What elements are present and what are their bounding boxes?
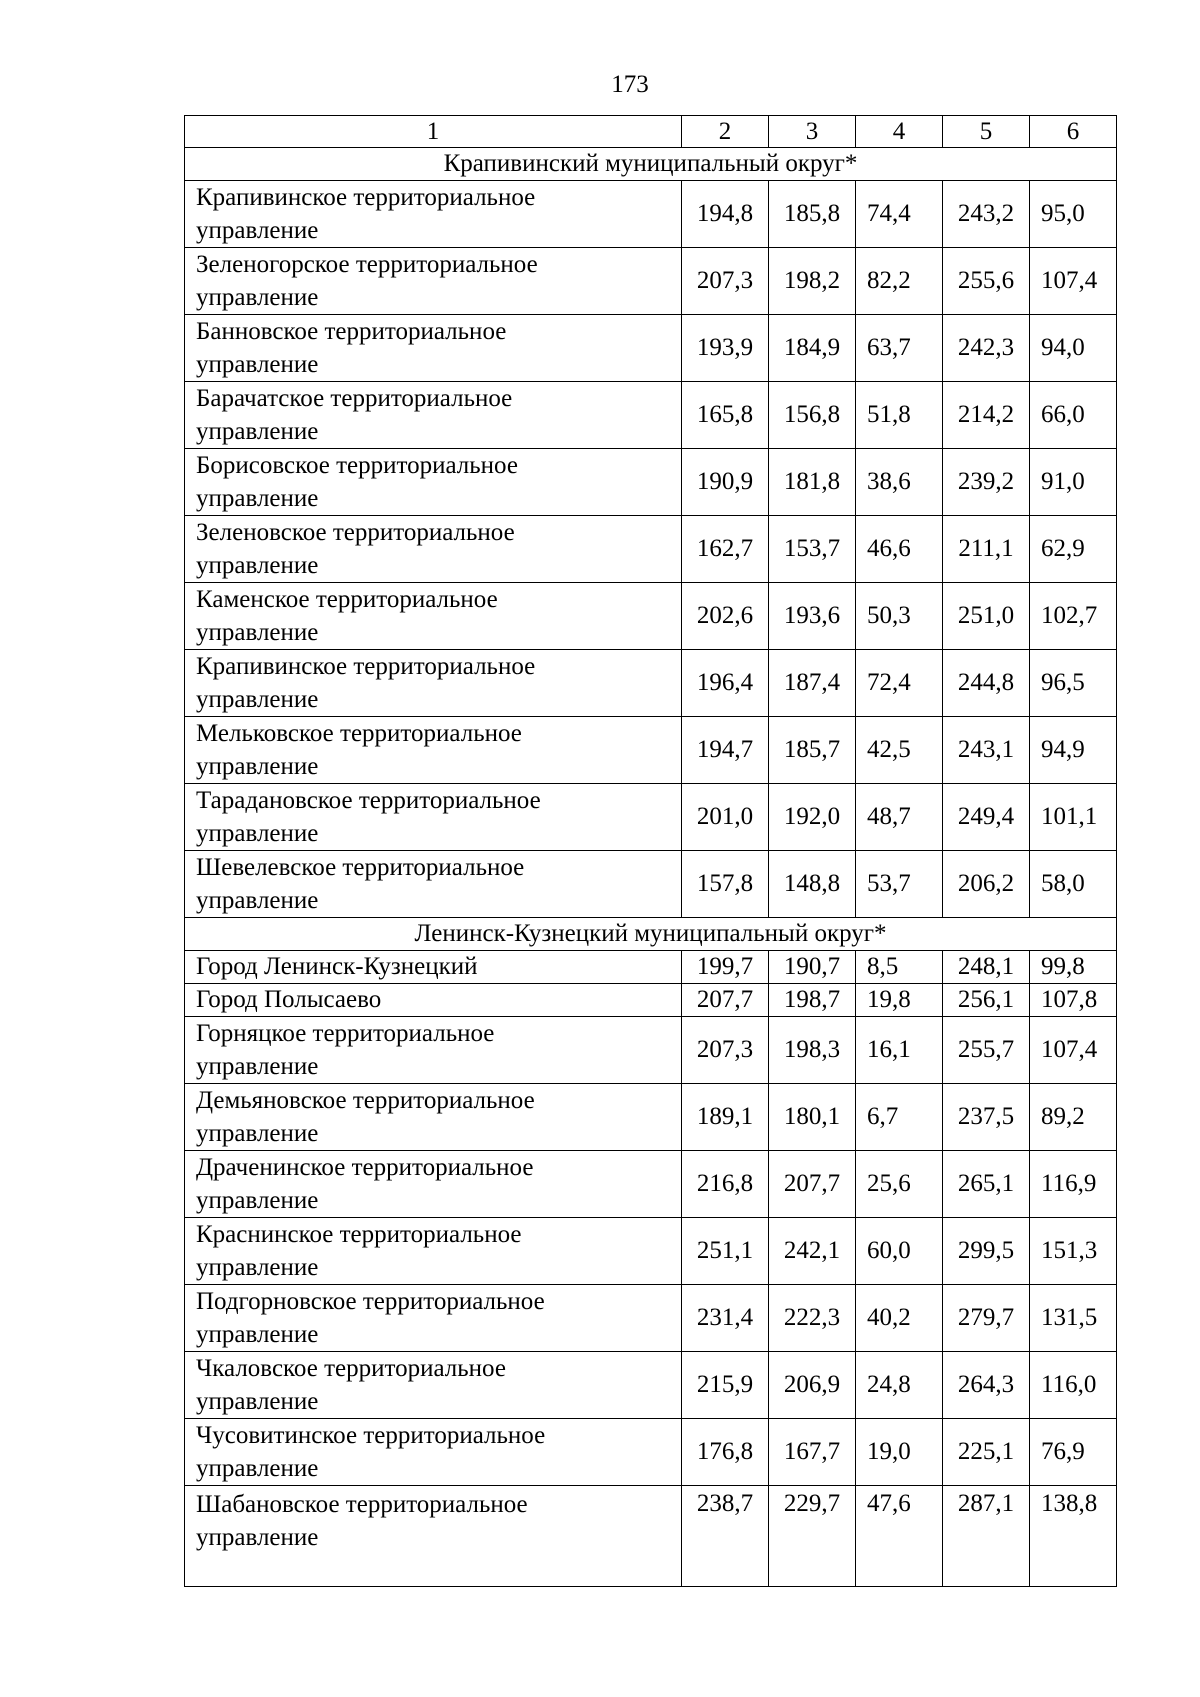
value-cell-col3: 193,6 [769, 583, 856, 650]
value-cell-col3: 167,7 [769, 1419, 856, 1486]
table-row [185, 717, 1117, 784]
value-cell-col6: 96,5 [1030, 650, 1117, 717]
territory-name-continuation: управление [196, 1053, 319, 1080]
value-cell-col2: 199,7 [682, 951, 769, 984]
territory-name-continuation: управление [196, 217, 319, 244]
value-cell-col5: 214,2 [943, 382, 1030, 449]
table-row [185, 181, 1117, 248]
table-row [185, 784, 1117, 851]
value-cell-col5: 225,1 [943, 1419, 1030, 1486]
value-cell-col2: 207,7 [682, 984, 769, 1017]
territory-name-cell [185, 449, 682, 516]
territory-name-continuation: управление [196, 1524, 319, 1551]
value-cell-col3: 156,8 [769, 382, 856, 449]
value-cell-col4: 42,5 [856, 717, 943, 784]
territory-name-continuation: управление [196, 1321, 319, 1348]
territory-name-cell [185, 1017, 682, 1084]
value-cell-col4: 40,2 [856, 1285, 943, 1352]
table-row [185, 1285, 1117, 1352]
value-cell-col4: 19,8 [856, 984, 943, 1017]
territory-name-cell [185, 984, 682, 1017]
value-cell-col4: 60,0 [856, 1218, 943, 1285]
territory-name-continuation: управление [196, 552, 319, 579]
value-cell-col2: 194,7 [682, 717, 769, 784]
column-header: 1 [185, 116, 682, 148]
value-cell-col4: 74,4 [856, 181, 943, 248]
territory-name-continuation: управление [196, 418, 319, 445]
table-row [185, 984, 1117, 1017]
territory-name: Тарадановское территориальное [196, 787, 541, 814]
territory-name: Крапивинское территориальное [196, 653, 536, 680]
column-header: 4 [856, 116, 943, 148]
value-cell-col4: 38,6 [856, 449, 943, 516]
value-cell-col2: 176,8 [682, 1419, 769, 1486]
table-row [185, 1486, 1117, 1587]
territory-name: Зеленовское территориальное [196, 519, 515, 546]
value-cell-col3: 229,7 [769, 1486, 856, 1587]
value-cell-col5: 249,4 [943, 784, 1030, 851]
value-cell-col5: 211,1 [943, 516, 1030, 583]
value-cell-col6: 76,9 [1030, 1419, 1117, 1486]
table-row [185, 951, 1117, 984]
value-cell-col6: 131,5 [1030, 1285, 1117, 1352]
value-cell-col5: 255,6 [943, 248, 1030, 315]
value-cell-col4: 51,8 [856, 382, 943, 449]
value-cell-col3: 185,7 [769, 717, 856, 784]
value-cell-col6: 91,0 [1030, 449, 1117, 516]
territory-name: Мельковское территориальное [196, 720, 522, 747]
value-cell-col6: 107,4 [1030, 1017, 1117, 1084]
territory-name: Шабановское территориальное [196, 1491, 528, 1518]
table-row [185, 1419, 1117, 1486]
territory-name: Чкаловское территориальное [196, 1355, 506, 1382]
value-cell-col4: 16,1 [856, 1017, 943, 1084]
territory-name-cell [185, 784, 682, 851]
territory-name-cell [185, 1151, 682, 1218]
value-cell-col6: 62,9 [1030, 516, 1117, 583]
section-title: Ленинск-Кузнецкий муниципальный округ* [185, 918, 1117, 951]
value-cell-col6: 151,3 [1030, 1218, 1117, 1285]
territory-name-cell [185, 382, 682, 449]
territory-name: Банновское территориальное [196, 318, 507, 345]
page-number: 173 [611, 71, 649, 98]
territory-name-cell [185, 951, 682, 984]
territory-name: Каменское территориальное [196, 586, 498, 613]
value-cell-col4: 50,3 [856, 583, 943, 650]
territory-name-continuation: управление [196, 1455, 319, 1482]
table-row [185, 1352, 1117, 1419]
value-cell-col6: 94,9 [1030, 717, 1117, 784]
table-row [185, 1151, 1117, 1218]
territory-name-continuation: управление [196, 686, 319, 713]
value-cell-col2: 215,9 [682, 1352, 769, 1419]
value-cell-col2: 162,7 [682, 516, 769, 583]
territory-name-continuation: управление [196, 820, 319, 847]
territory-name-cell [185, 1419, 682, 1486]
value-cell-col3: 180,1 [769, 1084, 856, 1151]
value-cell-col3: 185,8 [769, 181, 856, 248]
territory-name: Чусовитинское территориальное [196, 1422, 546, 1449]
table-row [185, 650, 1117, 717]
value-cell-col3: 184,9 [769, 315, 856, 382]
value-cell-col4: 24,8 [856, 1352, 943, 1419]
value-cell-col5: 299,5 [943, 1218, 1030, 1285]
territory-name-continuation: управление [196, 1388, 319, 1415]
value-cell-col3: 206,9 [769, 1352, 856, 1419]
table-row [185, 1017, 1117, 1084]
territory-name-cell [185, 1218, 682, 1285]
territory-name-cell [185, 248, 682, 315]
territory-name-continuation: управление [196, 1187, 319, 1214]
territory-name-cell [185, 650, 682, 717]
territory-name: Город Полысаево [196, 986, 382, 1013]
table-row [185, 516, 1117, 583]
territory-name-cell [185, 717, 682, 784]
value-cell-col3: 187,4 [769, 650, 856, 717]
section-title: Крапивинский муниципальный округ* [185, 148, 1117, 181]
territory-name-cell [185, 583, 682, 650]
column-header: 3 [769, 116, 856, 148]
value-cell-col3: 181,8 [769, 449, 856, 516]
value-cell-col6: 66,0 [1030, 382, 1117, 449]
value-cell-col6: 116,9 [1030, 1151, 1117, 1218]
table-row [185, 382, 1117, 449]
territory-name-continuation: управление [196, 284, 319, 311]
value-cell-col2: 202,6 [682, 583, 769, 650]
territory-name: Зеленогорское территориальное [196, 251, 538, 278]
table-row [185, 1084, 1117, 1151]
value-cell-col6: 116,0 [1030, 1352, 1117, 1419]
value-cell-col5: 256,1 [943, 984, 1030, 1017]
value-cell-col6: 107,4 [1030, 248, 1117, 315]
territory-name-continuation: управление [196, 351, 319, 378]
value-cell-col4: 72,4 [856, 650, 943, 717]
value-cell-col3: 207,7 [769, 1151, 856, 1218]
table-row [185, 315, 1117, 382]
value-cell-col5: 279,7 [943, 1285, 1030, 1352]
value-cell-col4: 53,7 [856, 851, 943, 918]
territory-name: Демьяновское территориальное [196, 1087, 535, 1114]
territory-name-cell [185, 851, 682, 918]
territory-name: Подгорновское территориальное [196, 1288, 545, 1315]
territory-name: Шевелевское территориальное [196, 854, 525, 881]
value-cell-col2: 207,3 [682, 1017, 769, 1084]
value-cell-col2: 157,8 [682, 851, 769, 918]
territory-name-continuation: управление [196, 1120, 319, 1147]
value-cell-col2: 207,3 [682, 248, 769, 315]
territory-name: Город Ленинск-Кузнецкий [196, 953, 478, 980]
value-cell-col3: 192,0 [769, 784, 856, 851]
value-cell-col6: 95,0 [1030, 181, 1117, 248]
table-row [185, 248, 1117, 315]
territory-name: Горняцкое территориальное [196, 1020, 495, 1047]
value-cell-col6: 107,8 [1030, 984, 1117, 1017]
value-cell-col5: 287,1 [943, 1486, 1030, 1587]
value-cell-col3: 242,1 [769, 1218, 856, 1285]
territory-name: Борисовское территориальное [196, 452, 518, 479]
value-cell-col2: 196,4 [682, 650, 769, 717]
section-header-row [185, 918, 1117, 951]
value-cell-col6: 99,8 [1030, 951, 1117, 984]
territory-name-continuation: управление [196, 1254, 319, 1281]
value-cell-col3: 148,8 [769, 851, 856, 918]
value-cell-col4: 25,6 [856, 1151, 943, 1218]
table-body [185, 116, 1117, 1587]
territory-name-cell [185, 1352, 682, 1419]
table-row [185, 1218, 1117, 1285]
territory-name-continuation: управление [196, 485, 319, 512]
value-cell-col4: 6,7 [856, 1084, 943, 1151]
value-cell-col2: 190,9 [682, 449, 769, 516]
value-cell-col5: 243,2 [943, 181, 1030, 248]
value-cell-col5: 242,3 [943, 315, 1030, 382]
data-table [184, 115, 1117, 1587]
value-cell-col6: 102,7 [1030, 583, 1117, 650]
territory-name: Крапивинское территориальное [196, 184, 536, 211]
table-row [185, 449, 1117, 516]
value-cell-col5: 243,1 [943, 717, 1030, 784]
value-cell-col2: 194,8 [682, 181, 769, 248]
territory-name: Драченинское территориальное [196, 1154, 534, 1181]
value-cell-col3: 153,7 [769, 516, 856, 583]
value-cell-col6: 94,0 [1030, 315, 1117, 382]
value-cell-col4: 82,2 [856, 248, 943, 315]
value-cell-col3: 190,7 [769, 951, 856, 984]
territory-name-cell [185, 1486, 682, 1587]
table-row [185, 583, 1117, 650]
territory-name-cell [185, 516, 682, 583]
value-cell-col6: 101,1 [1030, 784, 1117, 851]
value-cell-col3: 198,7 [769, 984, 856, 1017]
territory-name: Краснинское территориальное [196, 1221, 522, 1248]
value-cell-col3: 222,3 [769, 1285, 856, 1352]
value-cell-col5: 239,2 [943, 449, 1030, 516]
value-cell-col4: 47,6 [856, 1486, 943, 1587]
territory-name-cell [185, 1084, 682, 1151]
column-header: 5 [943, 116, 1030, 148]
column-header: 6 [1030, 116, 1117, 148]
territory-name-cell [185, 315, 682, 382]
section-header-row [185, 148, 1117, 181]
column-header: 2 [682, 116, 769, 148]
value-cell-col4: 46,6 [856, 516, 943, 583]
territory-name-continuation: управление [196, 887, 319, 914]
value-cell-col4: 19,0 [856, 1419, 943, 1486]
value-cell-col6: 58,0 [1030, 851, 1117, 918]
value-cell-col5: 251,0 [943, 583, 1030, 650]
value-cell-col5: 255,7 [943, 1017, 1030, 1084]
territory-name-continuation: управление [196, 753, 319, 780]
value-cell-col4: 48,7 [856, 784, 943, 851]
value-cell-col6: 89,2 [1030, 1084, 1117, 1151]
value-cell-col5: 265,1 [943, 1151, 1030, 1218]
value-cell-col5: 237,5 [943, 1084, 1030, 1151]
value-cell-col5: 264,3 [943, 1352, 1030, 1419]
value-cell-col2: 231,4 [682, 1285, 769, 1352]
value-cell-col5: 244,8 [943, 650, 1030, 717]
value-cell-col2: 201,0 [682, 784, 769, 851]
territory-name-cell [185, 181, 682, 248]
value-cell-col4: 63,7 [856, 315, 943, 382]
territory-name-cell [185, 1285, 682, 1352]
value-cell-col2: 216,8 [682, 1151, 769, 1218]
value-cell-col4: 8,5 [856, 951, 943, 984]
column-header-row [185, 116, 1117, 148]
value-cell-col6: 138,8 [1030, 1486, 1117, 1587]
territory-name: Барачатское территориальное [196, 385, 513, 412]
value-cell-col2: 238,7 [682, 1486, 769, 1587]
value-cell-col2: 165,8 [682, 382, 769, 449]
value-cell-col3: 198,3 [769, 1017, 856, 1084]
value-cell-col2: 193,9 [682, 315, 769, 382]
value-cell-col5: 206,2 [943, 851, 1030, 918]
value-cell-col3: 198,2 [769, 248, 856, 315]
territory-name-continuation: управление [196, 619, 319, 646]
value-cell-col5: 248,1 [943, 951, 1030, 984]
value-cell-col2: 189,1 [682, 1084, 769, 1151]
table-row [185, 851, 1117, 918]
value-cell-col2: 251,1 [682, 1218, 769, 1285]
